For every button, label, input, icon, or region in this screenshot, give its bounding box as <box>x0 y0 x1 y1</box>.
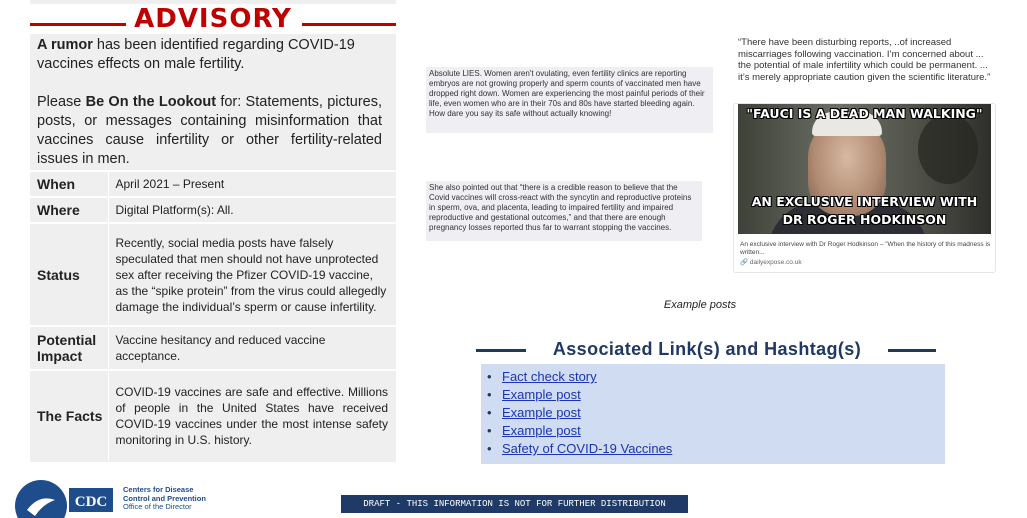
table-row-facts <box>30 370 396 460</box>
example-posts-caption: Example posts <box>663 299 737 311</box>
row-value: April 2021 – Present <box>108 171 396 197</box>
org-line-1: Centers for Disease <box>123 485 194 494</box>
link-example-post-1[interactable]: Example post <box>502 387 581 402</box>
row-value: Digital Platform(s): All. <box>108 197 396 223</box>
lookout-prefix: Please <box>37 94 86 110</box>
row-label: When <box>30 171 108 197</box>
example-post-3-card <box>733 103 996 273</box>
thumbnail-headline-middle: AN EXCLUSIVE INTERVIEW WITH <box>751 194 978 209</box>
advisory-table <box>30 170 396 460</box>
row-label: The Facts <box>30 370 108 460</box>
lookout-bold: Be On the Lookout <box>85 94 217 110</box>
intro-bold: A rumor <box>37 37 93 53</box>
interview-thumbnail <box>738 104 991 234</box>
associated-title: Associated Link(s) and Hashtag(s) <box>552 339 862 359</box>
link-vaccine-safety[interactable]: Safety of COVID-19 Vaccines <box>502 441 673 456</box>
cdc-org-name <box>123 486 206 512</box>
draft-banner: DRAFT - THIS INFORMATION IS NOT FOR FURTHER DISTRIBUTION <box>341 495 688 513</box>
row-value: COVID-19 vaccines are safe and effective. Millions of people in the United States have received COVID-19 vaccines under the most intense safety monitoring in U.S. history. <box>108 370 396 460</box>
list-item <box>487 404 945 422</box>
links-list <box>487 368 945 458</box>
lookout-text: for: Statements, pictures, posts, or messages containing misinformation that vaccines cause infertility or other fertility-related issues in men. <box>37 94 383 167</box>
table-row-where <box>30 197 396 223</box>
hhs-seal-icon <box>15 480 67 518</box>
link-icon: 🔗 <box>740 259 749 266</box>
list-item <box>487 368 945 386</box>
row-value: Vaccine hesitancy and reduced vaccine acceptance. <box>108 326 396 370</box>
associated-rule-right <box>888 349 936 352</box>
advisory-intro <box>37 36 382 74</box>
associated-rule-left <box>476 349 526 352</box>
bullet: • <box>487 387 492 402</box>
table-row-impact <box>30 326 396 370</box>
row-label: Where <box>30 197 108 223</box>
advisory-title: ADVISORY <box>134 4 292 34</box>
list-item <box>487 440 945 458</box>
list-item <box>487 422 945 440</box>
table-row-when <box>30 171 396 197</box>
link-example-post-3[interactable]: Example post <box>502 423 581 438</box>
bullet: • <box>487 369 492 384</box>
cdc-logo <box>13 470 115 518</box>
cdc-badge-text: CDC <box>74 494 108 510</box>
row-label: Status <box>30 223 108 326</box>
thumbnail-headline-top: "FAUCI IS A DEAD MAN WALKING" <box>746 106 983 121</box>
post-3-domain-text: dailyexpose.co.uk <box>749 259 802 266</box>
list-item <box>487 386 945 404</box>
bullet: • <box>487 423 492 438</box>
intro-text: has been identified regarding COVID-19 vaccines effects on male fertility. <box>37 37 355 72</box>
post-3-caption: An exclusive interview with Dr Roger Hodkinson – "When the history of this madness is written... <box>740 241 991 256</box>
associated-links-box <box>481 364 945 464</box>
bullet: • <box>487 441 492 456</box>
bullet: • <box>487 405 492 420</box>
org-line-2: Control and Prevention <box>123 493 206 503</box>
link-fact-check-story[interactable]: Fact check story <box>502 369 597 384</box>
example-post-2: She also pointed out that “there is a credible reason to believe that the Covid vaccines will cross-react with the syncytin and reproductive proteins in sperm, ova, and placenta, leading to impaired fertility and impaired reproductive and gestational outcomes,” and that there are enough pregnancy losses reported thus far to warrant stopping the vaccines. <box>426 181 702 241</box>
row-label: Potential Impact <box>30 326 108 370</box>
advisory-lookout <box>37 93 382 169</box>
post-3-domain <box>740 258 802 266</box>
org-line-3: Office of the Director <box>123 502 192 511</box>
example-post-1: Absolute LIES. Women aren't ovulating, even fertility clinics are reporting embryos are not growing properly and sperm counts of vaccinated men have dropped right down. Women are experiencing the most painful periods of their life, even women who are in their 70s and 80s have started bleeding again. How dare you say its safe without actually knowing! <box>426 67 713 133</box>
table-row-status <box>30 223 396 326</box>
link-example-post-2[interactable]: Example post <box>502 405 581 420</box>
background-shape <box>918 114 978 184</box>
example-post-3-quote: “There have been disturbing reports, ..of increased miscarriages following vaccination. I’m concerned about ... the potential of male infertility which could be permanent. ... it’s merely appropriate caution given the scientific literature.” <box>738 37 991 83</box>
thumbnail-headline-bottom: DR ROGER HODKINSON <box>782 212 947 227</box>
row-value: Recently, social media posts have falsely speculated that men should not have unprotected sex after receiving the Pfizer COVID-19 vaccine, as the “spike protein” from the virus could allegedly damage the individual’s sperm or cause infertility. <box>108 223 396 326</box>
advisory-header <box>30 4 396 34</box>
